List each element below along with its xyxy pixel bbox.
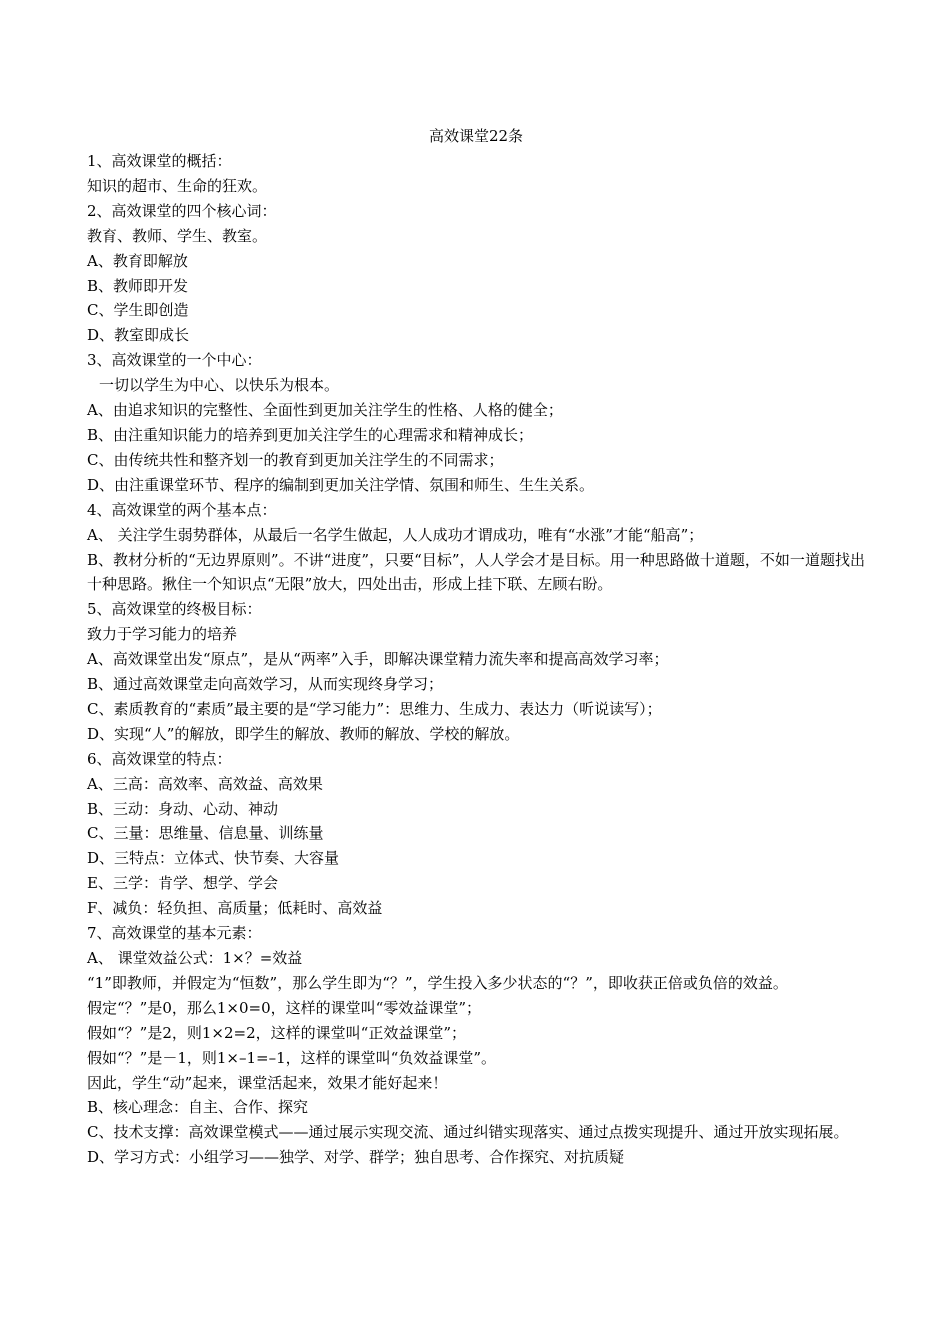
list-item: B、由注重知识能力的培养到更加关注学生的心理需求和精神成长； <box>87 425 534 444</box>
document-title: 高效课堂22条 <box>428 127 524 145</box>
section-heading: 3、高效课堂的一个中心： <box>87 351 262 370</box>
list-item: D、由注重课堂环节、程序的编制到更加关注学情、氛围和师生、生生关系。 <box>87 475 595 494</box>
section-heading: 5、高效课堂的终极目标： <box>87 600 262 619</box>
list-item: C、学生即创造 <box>87 301 189 320</box>
list-item: D、实现“人”的解放，即学生的解放、教师的解放、学校的解放。 <box>87 724 520 743</box>
list-item: F、减负：轻负担、高质量；低耗时、高效益 <box>87 899 383 918</box>
document-page <box>87 124 865 1170</box>
list-item: B、通过高效课堂走向高效学习，从而实现终身学习； <box>87 675 444 694</box>
paragraph-line: “1”即教师，并假定为“恒数”，那么学生即为“？”，学生投入多少状态的“？”，即收获正倍或负倍的效益。 <box>87 973 788 992</box>
list-item: B、教材分析的“无边界原则”。不讲“进度”，只要“目标”，人人学会才是目标。用一种思路做十道题，不如一道题找出十种思路。揪住一个知识点“无限”放大，四处出击，形成上挂下联、左顾右盼。 <box>87 550 865 594</box>
list-item: C、由传统共性和整齐划一的教育到更加关注学生的不同需求； <box>87 450 504 469</box>
list-item: A、 关注学生弱势群体，从最后一名学生做起，人人成功才谓成功，唯有“水涨”才能“船高”； <box>87 525 704 544</box>
list-item: A、 课堂效益公式：1×？=效益 <box>87 949 303 967</box>
section-heading: 1、高效课堂的概括： <box>87 152 232 170</box>
list-item: A、教育即解放 <box>87 251 188 270</box>
paragraph-line: 假定“？”是0，那么1×0=0，这样的课堂叫“零效益课堂”； <box>87 998 481 1017</box>
paragraph-line: 一切以学生为中心、以快乐为根本。 <box>99 376 340 395</box>
list-item: A、高效课堂出发“原点”，是从“两率”入手，即解决课堂精力流失率和提高高效学习率； <box>87 650 669 669</box>
section-heading: 2、高效课堂的四个核心词： <box>87 201 277 220</box>
paragraph-line: 致力于学习能力的培养 <box>87 625 238 644</box>
document-body <box>87 149 865 1170</box>
paragraph-line: 知识的超市、生命的狂欢。 <box>87 176 268 195</box>
list-item: D、教室即成长 <box>87 326 190 345</box>
list-item: B、三动：身动、心动、神动 <box>87 799 279 818</box>
paragraph-line: 因此，学生“动”起来，课堂活起来，效果才能好起来！ <box>87 1073 448 1092</box>
paragraph-line: 假如“？”是－1，则1×–1=–1，这样的课堂叫“负效益课堂”。 <box>87 1048 496 1067</box>
list-item: B、教师即开发 <box>87 276 189 295</box>
section-heading: 6、高效课堂的特点： <box>87 749 232 768</box>
list-item: E、三学：肯学、想学、学会 <box>87 874 278 893</box>
paragraph-line: 教育、教师、学生、教室。 <box>87 226 268 245</box>
list-item: A、由追求知识的完整性、全面性到更加关注学生的性格、人格的健全； <box>87 401 563 420</box>
list-item: C、素质教育的“素质”最主要的是“学习能力”：思维力、生成力、表达力（听说读写）； <box>87 699 662 718</box>
paragraph-line: 假如“？”是2，则1×2=2，这样的课堂叫“正效益课堂”； <box>87 1023 466 1042</box>
list-item: B、核心理念：自主、合作、探究 <box>87 1098 309 1117</box>
list-item: D、三特点：立体式、快节奏、大容量 <box>87 849 340 868</box>
list-item: D、学习方式：小组学习——独学、对学、群学；独自思考、合作探究、对抗质疑 <box>87 1148 625 1167</box>
list-item: A、三高：高效率、高效益、高效果 <box>87 774 323 793</box>
section-heading: 7、高效课堂的基本元素： <box>87 924 262 943</box>
list-item: C、三量：思维量、信息量、训练量 <box>87 824 324 843</box>
list-item: C、技术支撑：高效课堂模式——通过展示实现交流、通过纠错实现落实、通过点拨实现提升、通过开放实现拓展。 <box>87 1123 849 1142</box>
section-heading: 4、高效课堂的两个基本点： <box>87 500 277 519</box>
